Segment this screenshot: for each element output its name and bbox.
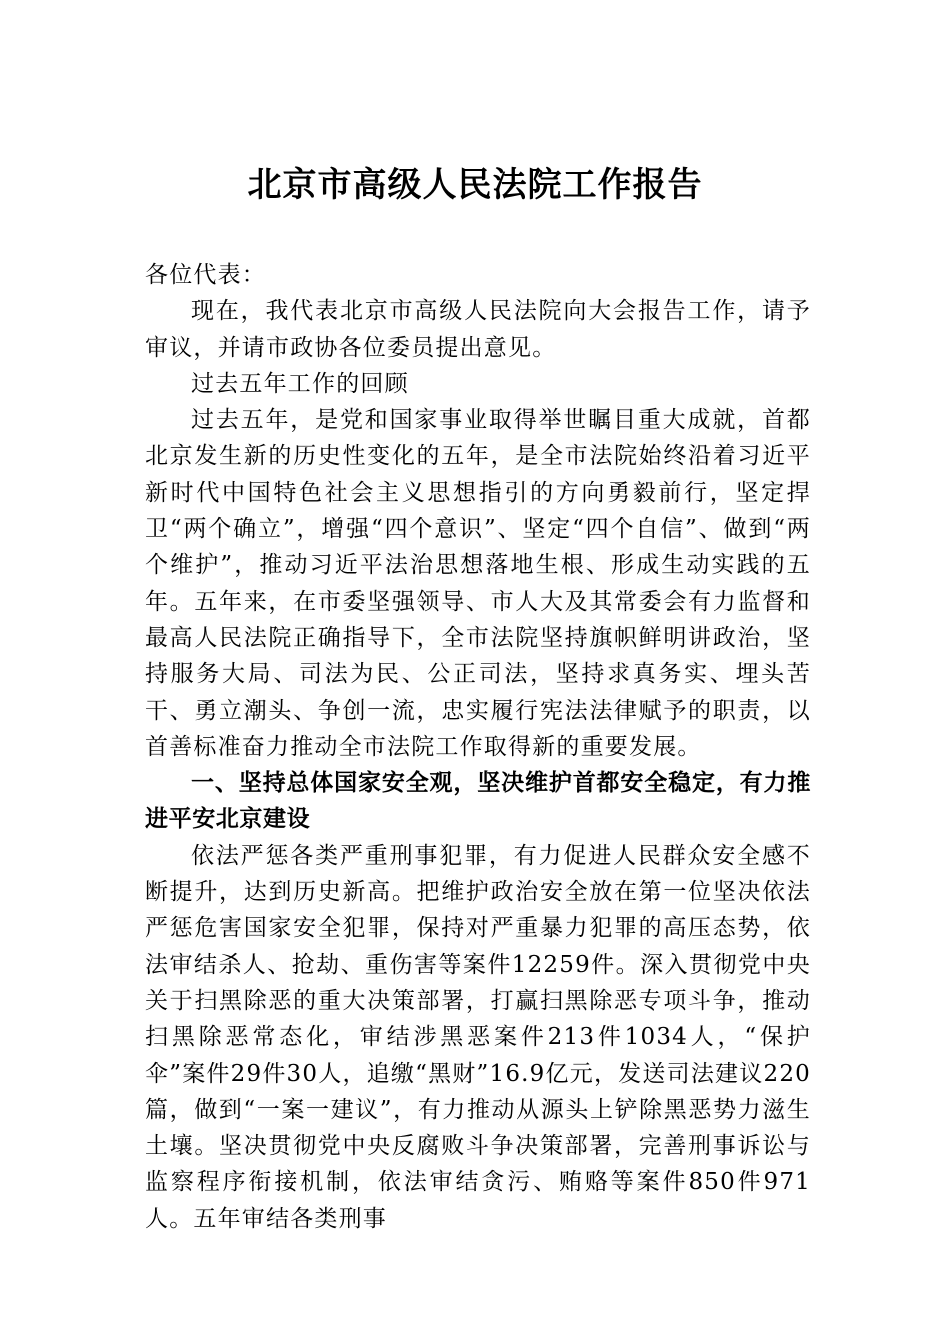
document-body <box>145 257 811 1237</box>
paragraph-intro: 现在，我代表北京市高级人民法院向大会报告工作，请予审议，并请市政协各位委员提出意见。 <box>145 298 811 361</box>
section-heading: 一、坚持总体国家安全观，坚决维护首都安全稳定，有力推进平安北京建设 <box>145 770 811 833</box>
document-title: 北京市高级人民法院工作报告 <box>247 165 703 205</box>
paragraph-review-subtitle: 过去五年工作的回顾 <box>191 370 409 397</box>
salutation: 各位代表： <box>145 262 266 288</box>
paragraph-section-body: 依法严惩各类严重刑事犯罪，有力促进人民群众安全感不断提升，达到历史新高。把维护政治安全放在第一位坚决依法严惩危害国家安全犯罪，保持对严重暴力犯罪的高压态势，依法审结杀人、抢劫、重伤害等案件12259件。深入贯彻党中央关于扫黑除恶的重大决策部署，打赢扫黑除恶专项斗争，推动扫黑除恶常态化，审结涉黑恶案件213件1034人，“保护伞”案件29件30人，追缴“黑财”16.9亿元，发送司法建议220篇，做到“一案一建议”，有力推动从源头上铲除黑恶势力滋生土壤。坚决贯彻党中央反腐败斗争决策部署，完善刑事诉讼与监察程序衔接机制，依法审结贪污、贿赂等案件850件971人。五年审结各类刑事 <box>145 842 811 1232</box>
paragraph-review-body: 过去五年，是党和国家事业取得举世瞩目重大成就，首都北京发生新的历史性变化的五年，是全市法院始终沿着习近平新时代中国特色社会主义思想指引的方向勇毅前行，坚定捍卫“两个确立”，增强“四个意识”、坚定“四个自信”、做到“两个维护”，推动习近平法治思想落地生根、形成生动实践的五年。五年来，在市委坚强领导、市人大及其常委会有力监督和最高人民法院正确指导下，全市法院坚持旗帜鲜明讲政治，坚持服务大局、司法为民、公正司法，坚持求真务实、埋头苦干、勇立潮头、争创一流，忠实履行宪法法律赋予的职责，以首善标准奋力推动全市法院工作取得新的重要发展。 <box>145 407 811 760</box>
